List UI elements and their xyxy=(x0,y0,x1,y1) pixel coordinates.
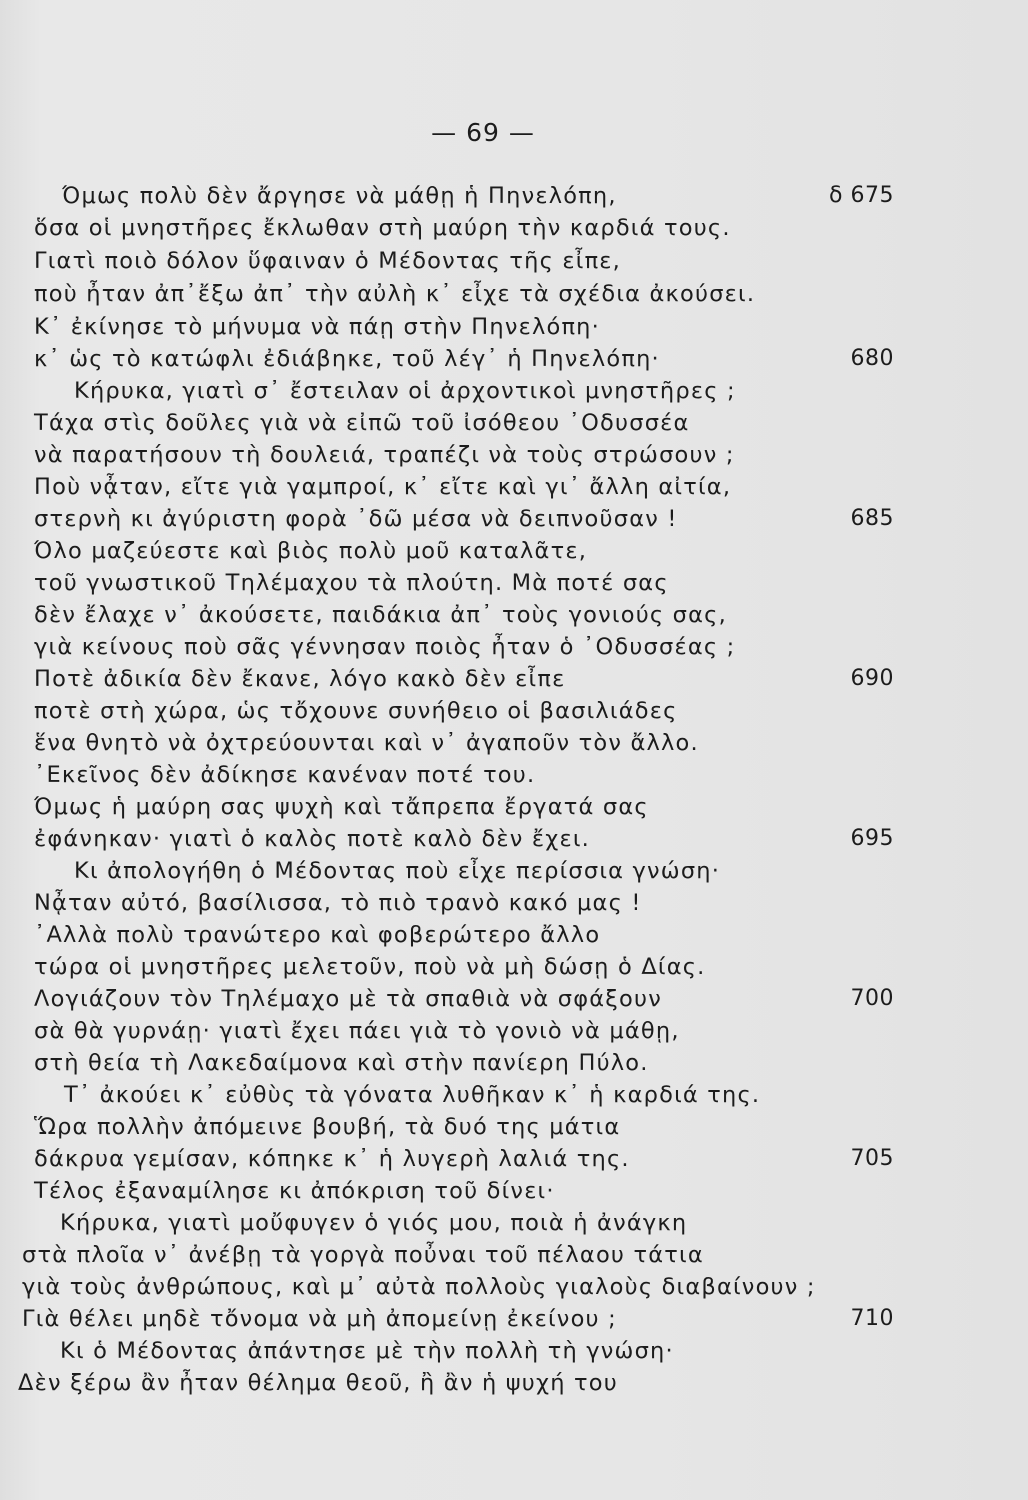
verse-text: δὲν ἔλαχε ν᾽ ἀκούσετε, παιδάκια ἀπ᾽ τοὺς γονιούς σας, xyxy=(34,602,727,628)
verse-line xyxy=(0,474,1028,506)
verse-line xyxy=(0,858,1028,890)
line-number: 695 xyxy=(850,826,894,851)
verse-text: Τ᾽ ἀκούει κ᾽ εὐθὺς τὰ γόνατα λυθῆκαν κ᾽ ἡ καρδιά της. xyxy=(64,1082,761,1108)
line-number: 705 xyxy=(850,1146,894,1171)
verse-line xyxy=(0,826,1028,858)
verse-text: κ᾽ ὡς τὸ κατώφλι ἐδιάβηκε, τοῦ λέγ᾽ ἡ Πηνελόπη· xyxy=(34,346,660,372)
verse-text: Ὥρα πολλὴν ἀπόμεινε βουβή, τὰ δυό της μάτια xyxy=(34,1114,621,1140)
verse-line xyxy=(0,1370,1028,1402)
verse-line xyxy=(0,730,1028,762)
verse-line xyxy=(0,1082,1028,1114)
verse-line xyxy=(0,248,1028,280)
verse-line xyxy=(0,666,1028,698)
verse-text: Τέλος ἐξαναμίλησε κι ἀπόκριση τοῦ δίνει· xyxy=(34,1178,555,1204)
verse-text: σὰ θὰ γυρνάῃ· γιατὶ ἔχει πάει γιὰ τὸ γονιὸ νὰ μάθῃ, xyxy=(34,1018,680,1044)
verse-text: δάκρυα γεμίσαν, κόπηκε κ᾽ ἡ λυγερὴ λαλιά της. xyxy=(34,1146,630,1172)
verse-text: ποὺ ἦταν ἀπ᾽ἔξω ἀπ᾽ τὴν αὐλὴ κ᾽ εἶχε τὰ σχέδια ἀκούσει. xyxy=(34,281,756,307)
verse-line xyxy=(0,954,1028,986)
verse-text: στὴ θεία τὴ Λακεδαίμονα καὶ στὴν πανίερη Πύλο. xyxy=(34,1050,649,1076)
verse-line xyxy=(0,215,1028,247)
line-number: 710 xyxy=(850,1306,894,1331)
verse-text: Νᾆταν αὐτό, βασίλισσα, τὸ πιὸ τρανὸ κακό μας ! xyxy=(34,890,642,916)
verse-line xyxy=(0,442,1028,474)
verse-text: γιὰ κείνους ποὺ σᾶς γέννησαν ποιὸς ἦταν ὁ ᾽Οδυσσέας ; xyxy=(34,634,736,660)
verse-text: Δὲν ξέρω ἂν ἦταν θέλημα θεοῦ, ἢ ἂν ἡ ψυχή του xyxy=(18,1370,618,1396)
verse-line xyxy=(0,183,1028,215)
verse-text: ὅσα οἱ μνηστῆρες ἔκλωθαν στὴ μαύρη τὴν καρδιά τους. xyxy=(34,215,731,241)
line-number: 690 xyxy=(850,666,894,691)
verse-line xyxy=(0,1338,1028,1370)
verse-text: Κ᾽ ἐκίνησε τὸ μήνυμα νὰ πάῃ στὴν Πηνελόπη· xyxy=(34,314,600,340)
line-number: δ 675 xyxy=(829,183,894,208)
verse-text: Κι ἀπολογήθη ὁ Μέδοντας ποὺ εἶχε περίσσια γνώση· xyxy=(74,858,721,884)
verse-line xyxy=(0,570,1028,602)
verse-text: Ποὺ νᾆταν, εἴτε γιὰ γαμπροί, κ᾽ εἴτε καὶ γι᾽ ἄλλη αἰτία, xyxy=(34,474,732,500)
verse-text: Όμως πολὺ δὲν ἄργησε νὰ μάθῃ ἡ Πηνελόπη, xyxy=(62,183,617,209)
verse-text: νὰ παρατήσουν τὴ δουλειά, τραπέζι νὰ τοὺς στρώσουν ; xyxy=(34,442,735,468)
verse-line xyxy=(0,890,1028,922)
verse-text: Γιὰ θέλει μηδὲ τὄνομα νὰ μὴ ἀπομείνῃ ἐκείνου ; xyxy=(22,1306,617,1332)
verse-text: Όμως ἡ μαύρη σας ψυχὴ καὶ τἄπρεπα ἔργατά σας xyxy=(34,794,649,820)
verse-text: Τάχα στὶς δοῦλες γιὰ νὰ εἰπῶ τοῦ ἰσόθεου ᾽Οδυσσέα xyxy=(34,410,690,436)
page-number: — 69 — xyxy=(431,118,535,147)
verse-text: ᾽Αλλὰ πολὺ τρανώτερο καὶ φοβερώτερο ἄλλο xyxy=(34,922,601,948)
verse-line xyxy=(0,378,1028,410)
verse-text: τώρα οἱ μνηστῆρες μελετοῦν, ποὺ νὰ μὴ δώσῃ ὁ Δίας. xyxy=(34,954,706,980)
verse-text: στερνὴ κι ἀγύριστη φορὰ ᾽δῶ μέσα νὰ δειπνοῦσαν ! xyxy=(34,506,678,532)
line-number: 680 xyxy=(850,346,894,371)
verse-line xyxy=(0,1178,1028,1210)
verse-line xyxy=(0,698,1028,730)
verse-line xyxy=(0,410,1028,442)
verse-line xyxy=(0,1210,1028,1242)
verse-text: ᾽Εκεῖνος δὲν ἀδίκησε κανέναν ποτέ του. xyxy=(34,762,536,788)
verse-line xyxy=(0,922,1028,954)
verse-line xyxy=(0,1274,1028,1306)
verse-text: Κι ὁ Μέδοντας ἀπάντησε μὲ τὴν πολλὴ τὴ γνώση· xyxy=(60,1338,674,1364)
verse-text: στὰ πλοῖα ν᾽ ἀνέβῃ τὰ γοργὰ ποὖναι τοῦ πέλαου τάτια xyxy=(22,1242,704,1268)
verse-line xyxy=(0,1306,1028,1338)
verse-text: Κήρυκα, γιατὶ σ᾽ ἔστειλαν οἱ ἀρχοντικοὶ μνηστῆρες ; xyxy=(74,378,736,404)
verse-text: Γιατὶ ποιὸ δόλον ὕφαιναν ὁ Μέδοντας τῆς εἶπε, xyxy=(34,248,622,274)
verse-line xyxy=(0,281,1028,313)
verse-line xyxy=(0,506,1028,538)
verse-line xyxy=(0,634,1028,666)
line-number: 700 xyxy=(850,986,894,1011)
verse-line xyxy=(0,314,1028,346)
verse-text: Ποτὲ ἀδικία δὲν ἔκανε, λόγο κακὸ δὲν εἶπε xyxy=(34,666,566,692)
verse-line xyxy=(0,762,1028,794)
line-number: 685 xyxy=(850,506,894,531)
verse-text: ἐφάνηκαν· γιατὶ ὁ καλὸς ποτὲ καλὸ δὲν ἔχει. xyxy=(34,826,590,852)
verse-line xyxy=(0,538,1028,570)
verse-line xyxy=(0,794,1028,826)
verse-text: Κήρυκα, γιατὶ μοὔφυγεν ὁ γιός μου, ποιὰ ἡ ἀνάγκη xyxy=(60,1210,688,1236)
verse-line xyxy=(0,602,1028,634)
verse-text: ποτὲ στὴ χώρα, ὡς τὄχουνε συνήθειο οἱ βασιλιάδες xyxy=(34,698,678,724)
verse-line xyxy=(0,1114,1028,1146)
verse-line xyxy=(0,1050,1028,1082)
verse-line xyxy=(0,346,1028,378)
verse-text: τοῦ γνωστικοῦ Τηλέμαχου τὰ πλούτη. Μὰ ποτέ σας xyxy=(34,570,669,596)
verse-text: Όλο μαζεύεστε καὶ βιὸς πολὺ μοῦ καταλᾶτε, xyxy=(34,538,588,564)
verse-text: ἕνα θνητὸ νὰ ὀχτρεύουνται καὶ ν᾽ ἀγαποῦν τὸν ἄλλο. xyxy=(34,730,699,756)
verse-line xyxy=(0,1018,1028,1050)
verse-text: γιὰ τοὺς ἀνθρώπους, καὶ μ᾽ αὐτὰ πολλοὺς γιαλοὺς διαβαίνουν ; xyxy=(22,1274,816,1300)
verse-line xyxy=(0,1242,1028,1274)
verse-line xyxy=(0,986,1028,1018)
verse-text: Λογιάζουν τὸν Τηλέμαχο μὲ τὰ σπαθιὰ νὰ σφάξουν xyxy=(34,986,662,1012)
verse-line xyxy=(0,1146,1028,1178)
